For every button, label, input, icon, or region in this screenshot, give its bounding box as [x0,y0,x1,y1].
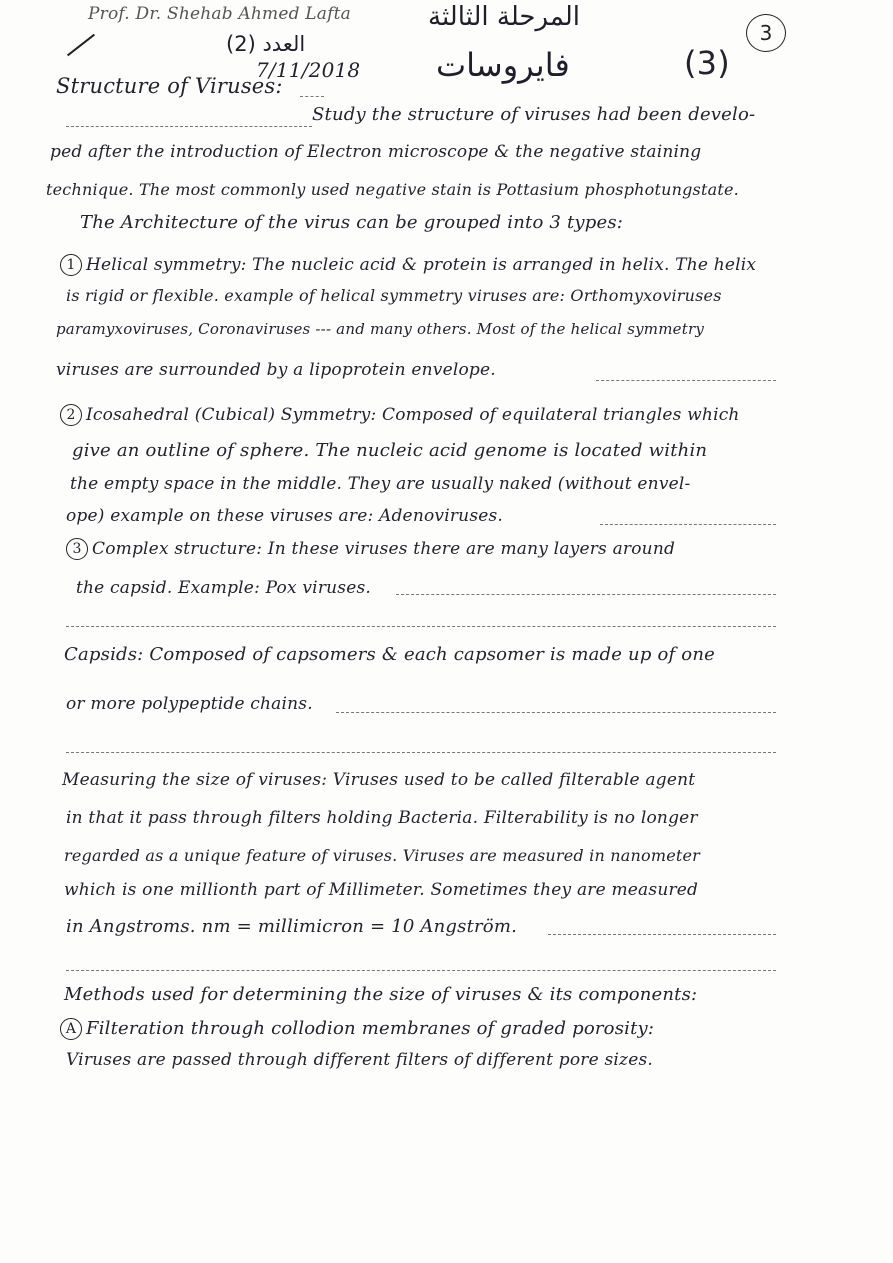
subject-arabic: فايروسات [436,46,570,84]
text-line: the capsid. Example: Pox viruses. [76,578,372,598]
line-rule [396,594,776,595]
title-rule [300,96,324,97]
text-line: ped after the introduction of Electron microscope & the negative staining [50,142,702,162]
blank-rule [66,626,776,627]
line-rule [596,380,776,381]
line-rule [548,934,776,935]
page-title: Structure of Viruses: [56,74,283,98]
text-line: Viruses are passed through different filters of different pore sizes. [66,1050,653,1070]
text-line [60,404,740,426]
text-line: ope) example on these viruses are: Adenoviruses. [66,506,504,526]
item-text: Filteration through collodion membranes of graded porosity: [86,1018,655,1039]
item-text: Helical symmetry: The nucleic acid & protein is arranged in helix. The helix [86,255,757,275]
text-line: viruses are surrounded by a lipoprotein envelope. [56,360,496,380]
text-line: technique. The most commonly used negative stain is Pottasium phosphotungstate. [46,180,739,199]
text-line: Measuring the size of viruses: Viruses used to be called filterable agent [62,770,696,790]
lecture-number: (3) [684,44,730,82]
text-line: give an outline of sphere. The nucleic acid genome is located within [72,440,708,461]
text-line [66,538,675,560]
text-line: in Angstroms. nm = millimicron = 10 Angström. [66,916,518,937]
text-line: Capsids: Composed of capsomers & each capsomer is made up of one [64,644,715,665]
line-rule [600,524,776,525]
text-line: or more polypeptide chains. [66,694,313,714]
indent-rule [66,126,312,127]
page-number-circle: 3 [746,14,786,52]
lecture-number-arabic: العدد (2) [226,32,306,56]
item-text: Icosahedral (Cubical) Symmetry: Composed of equilateral triangles which [86,405,740,425]
item-marker: 1 [60,254,82,276]
text-line: paramyxoviruses, Coronaviruses --- and many others. Most of the helical symmetry [56,320,705,338]
item-marker: 2 [60,404,82,426]
line-rule [336,712,776,713]
blank-rule [66,970,776,971]
text-line: the empty space in the middle. They are usually naked (without envel- [70,474,691,494]
text-line: regarded as a unique feature of viruses. Viruses are measured in nanometer [64,846,701,865]
text-line: in that it pass through filters holding Bacteria. Filterability is no longer [66,808,698,828]
text-line: is rigid or flexible. example of helical symmetry viruses are: Orthomyxoviruses [66,286,722,305]
text-line [60,1018,654,1040]
item-marker: 3 [66,538,88,560]
text-line: which is one millionth part of Millimeter. Sometimes they are measured [64,880,699,900]
text-line: Study the structure of viruses had been develo- [312,104,756,125]
blank-rule [66,752,776,753]
header-tick-mark [67,34,95,57]
text-line: The Architecture of the virus can be grouped into 3 types: [80,212,624,233]
item-marker: A [60,1018,82,1040]
item-text: Complex structure: In these viruses there are many layers around [92,539,676,559]
professor-name: Prof. Dr. Shehab Ahmed Lafta [88,4,351,24]
text-line: Methods used for determining the size of viruses & its components: [64,984,698,1005]
text-line [60,254,756,276]
lecture-date: 7/11/2018 [256,58,361,82]
stage-arabic: المرحلة الثالثة [428,2,581,32]
